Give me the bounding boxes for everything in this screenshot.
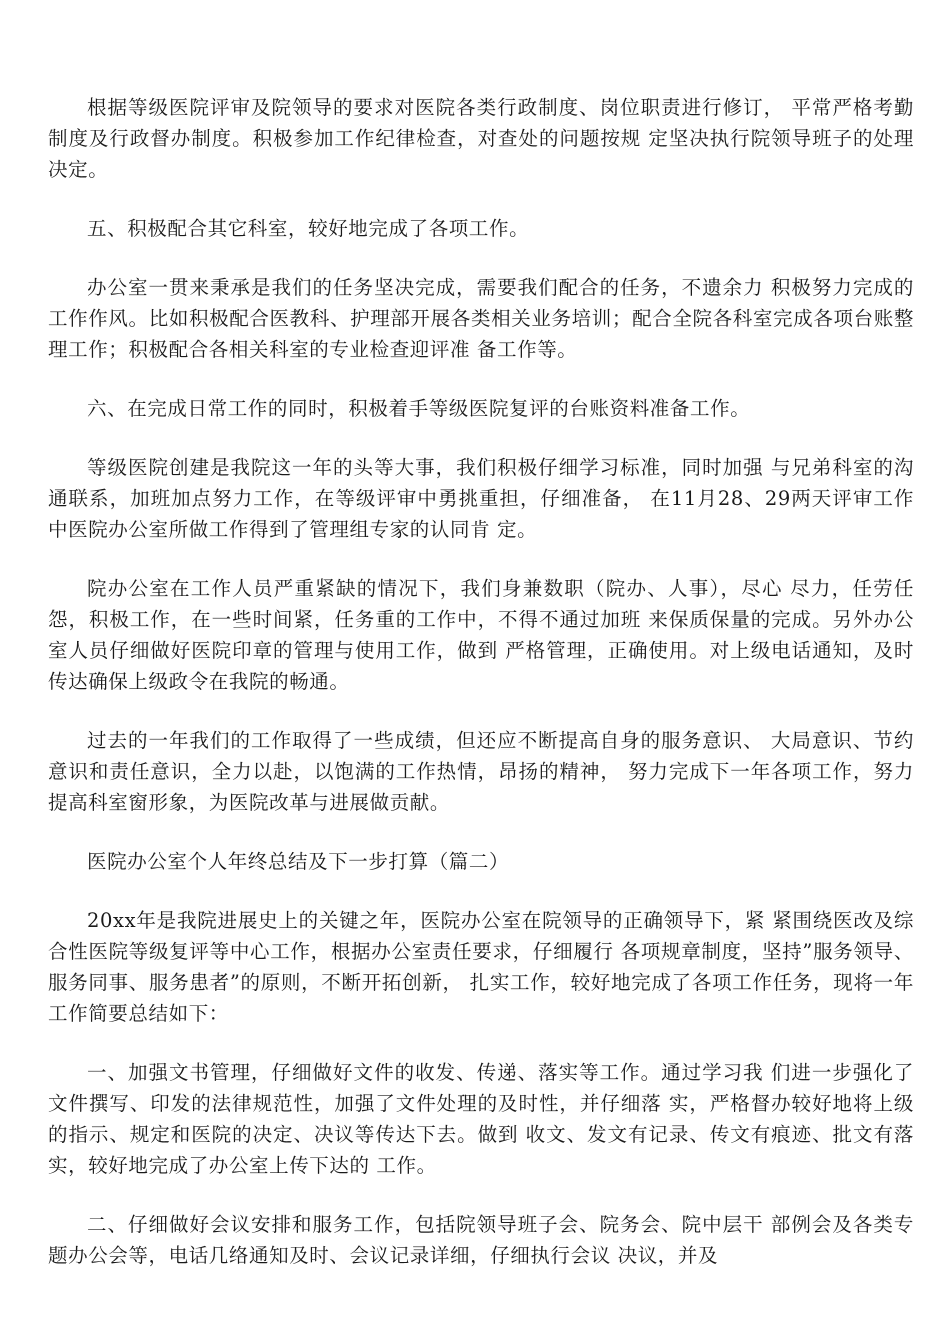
section-heading-five: 五、积极配合其它科室，较好地完成了各项工作。 — [87, 217, 530, 240]
paragraph-regulations: 根据等级医院评审及院领导的要求对医院各类行政制度、岗位职责进行修订， 平常严格考勤制度及行政督办制度。积极参加工作纪律检查，对查处的问题按规 定坚决执行院领导班子的处理决定。 — [48, 96, 914, 181]
paragraph-meeting-service: 二、仔细做好会议安排和服务工作，包括院领导班子会、院务会、院中层干 部例会及各类专题办公会等，电话几络通知及时、会议记录详细，仔细执行会议 决议，并及 — [48, 1213, 914, 1267]
document-body — [48, 92, 914, 1299]
paragraph-intro-20xx: 20xx年是我院进展史上的关键之年，医院办公室在院领导的正确领导下，紧 紧围绕医改及综合性医院等级复评等中心工作，根据办公室责任要求，仔细履行 各项规章制度，坚持”服务领导、服务同事、服务患者”的原则，不断开拓创新， 扎实工作，较好地完成了各项工作任务，现将一年工作简要总结如下： — [48, 909, 914, 1025]
paragraph-document-management: 一、加强文书管理，仔细做好文件的收发、传递、落实等工作。通过学习我 们进一步强化了文件撰写、印发的法律规范性，加强了文件处理的及时性，并仔细落 实，严格督办较好地将上级的指示、规定和医院的决定、决议等传达下去。做到 收文、发文有记录、传文有痕迹、批文有落实，较好地完成了办公室上传下达的 工作。 — [48, 1061, 914, 1177]
article-title-part-two: 医院办公室个人年终总结及下一步打算（篇二） — [87, 850, 510, 873]
paragraph-staff-shortage: 院办公室在工作人员严重紧缺的情况下，我们身兼数职（院办、人事），尽心 尽力，任劳任怨，积极工作，在一些时间紧，任务重的工作中，不得不通过加班 来保质保量的完成。另外办公室人员仔细做好医院印章的管理与使用工作，做到 严格管理，正确使用。对上级电话通知，及时传达确保上级政令在我院的畅通。 — [48, 577, 914, 693]
paragraph-cooperation: 办公室一贯来秉承是我们的任务坚决完成，需要我们配合的任务，不遗余力 积极努力完成的工作作风。比如积极配合医教科、护理部开展各类相关业务培训；配合全院各科室完成各项台账整理工作；积极配合各相关科室的专业检查迎评准 备工作等。 — [48, 276, 914, 361]
paragraph-hospital-review: 等级医院创建是我院这一年的头等大事，我们积极仔细学习标准，同时加强 与兄弟科室的沟通联系，加班加点努力工作，在等级评审中勇挑重担，仔细准备， 在11月28、29两天评审工作中医院办公室所做工作得到了管理组专家的认同肯 定。 — [48, 456, 914, 541]
paragraph-past-year: 过去的一年我们的工作取得了一些成绩，但还应不断提高自身的服务意识、 大局意识、节约意识和责任意识，全力以赴，以饱满的工作热情，昂扬的精神， 努力完成下一年各项工作，努力提高科室窗形象，为医院改革与进展做贡献。 — [48, 729, 914, 814]
section-heading-six: 六、在完成日常工作的同时，积极着手等级医院复评的台账资料准备工作。 — [87, 397, 751, 420]
